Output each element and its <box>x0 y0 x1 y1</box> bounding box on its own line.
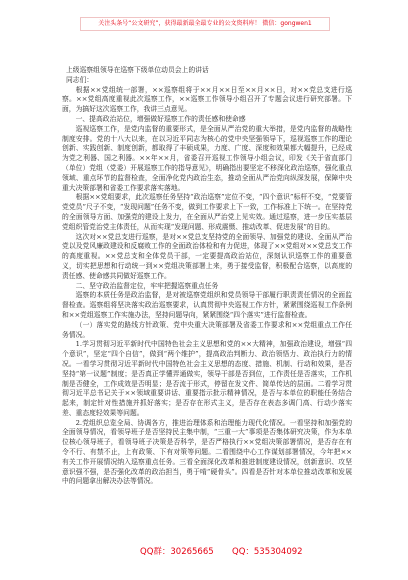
paragraph: 根据××党组要求，此次巡察任务坚持“政治巡察”定位不变，“四个意识”标杆不变，“党要管党党员”尺子不变，“发现问题”任务不变，做到工作要求上下一致，工作标准上下统一。在坚持党的全面领导方面、加强党的建设上发力，在全面从严治党上见实效。通过巡察，进一步压实基层党组织管党治党主体责任，从而实现“发现问题、形成震慑、推动改革、促进发展”的目的。 <box>62 193 352 231</box>
paragraph: 这次对××党总支进行巡察，是对××党总支坚持党的全面领导、加强党的建设、全面从严治党以及党风廉政建设和反腐败工作的全面政治体检和有力促进，体现了××党组对××党总支工作的高度重视。××党总支和全体党员干部，一定要提高政治站位，深刻认识巡察工作的重要意义，切实把思想和行动统一到××党组决策部署上来，勇于接受监督，积极配合巡察，以高度的责任感、使命感共同做好巡察工作。 <box>62 232 352 280</box>
section-heading: 二、坚守政治监督定位，牢牢把握巡察重点任务 <box>75 281 219 290</box>
paragraph: 巡察的本质任务是政治监督，是对被巡察党组织和党员领导干部履行职责责任情况的全面监督检查。巡察组将坚决落实政治巡察要求，认真贯彻中央巡视工作方针，紧紧围绕巡视工作条例和××党组巡察工作实施办法，坚持问题导向，紧紧围绕“四个落实”进行监督检查。 <box>62 291 352 319</box>
qq-number: QQ：535304092 <box>232 547 303 557</box>
salutation: 同志们： <box>66 75 94 84</box>
paragraph: 根据××党组统一部署，××巡察组将于××月××日至××月××日，对××党总支进行巡察。××党组高度重视此次巡察工作，××巡察工作领导小组召开了专题会议进行研究部署。下面，为搞好这次巡察工作，我讲三点意见。 <box>62 85 352 114</box>
subsection-heading: （一）落实党的路线方针政策、党中央重大决策部署及省委工作要求和××党组重点工作任务情况。 <box>62 320 352 339</box>
paragraph: 2.党组织总览全局、协调各方，推进治理体系和治理能力现代化情况。一看坚持和加强党的全面领导情况，看领导班子是否坚持民主集中制，“三重一大”事项是否集体研究决策，作为本单位核心领导班子，看领导班子决策是否科学，是否严格执行××党组决策部署情况，是否存在有令不行、有禁不止，上有政策、下有对策等问题。二看围绕中心工作谋划部署情况，今年把××有关工作开展情况纳入巡察重点任务。三看全面深化改革和推进制度建设情况，创新意识、攻坚意识强不强，是否强化改革的政治担当，勇于啃“硬骨头”。四看是否针对本单位推动改革和发展中的问题拿出解决办法等情况。 <box>62 418 352 486</box>
paragraph: 巡视巡察工作，是党内监督的重要形式，是全面从严治党的重大举措，是党内监督的战略性制度安排。党的十八大以来，在以习近平同志为核心的党中央坚强领导下，巡视巡察工作的理论创新、实践创新、制度创新，都取得了丰硕成果，力度、广度、深度和效果都大幅提升，已经成为党之利器、国之利器。××年××月，省委召开巡视工作领导小组会议，印发《关于省直部门（单位）党组（党委）开展巡察工作的指导意见》，明确指出要坚定不移深化政治巡察，强化重点领域、重点环节的监督检查，全面净化党内政治生态，推动全面从严治党向纵深发展，保障中央重大决策部署和省委工作要求落实落地。 <box>62 124 352 192</box>
section-heading: 一、提高政治站位，增强做好巡察工作的责任感和使命感 <box>75 114 246 123</box>
document-body <box>62 66 352 540</box>
qq-group-number: QQ群：30265665 <box>140 547 214 557</box>
contact-footer <box>0 546 408 558</box>
promo-banner <box>80 17 330 31</box>
paragraph: 1.学习贯彻习近平新时代中国特色社会主义思想和党的××大精神，加强政治建设，增强“四个意识”，坚定“四个自信”，做到“两个维护”，提高政治判断力、政治领悟力、政治执行力的情况。一看学习贯彻习近平新时代中国特色社会主义思想的态度、措施、机制、行动和效果，是否坚持“第一议题”制度；是否真正学懂弄通做实，领导干部是否到位，工作责任是否落实，工作机制是否健全，工作成效是否明显；是否流于形式，停留在发文件、简单传达的层面。二看学习贯彻习近平总书记关于××领域重要讲话、重要指示批示精神情况，是否与本单位的职能任务结合起来，制定针对性措施并抓好落实；是否存在形式主义，是否存在表态多调门高、行动少落实差、重态度轻效果等问题。 <box>62 340 352 417</box>
document-title: 上级巡察组领导在巡察下级单位动员会上的讲话 <box>66 66 209 74</box>
promo-banner-text: 关注头条号“公文研究”，获得最新最全最专业的公文资料库！ 微信：gongwen1 <box>98 20 312 27</box>
